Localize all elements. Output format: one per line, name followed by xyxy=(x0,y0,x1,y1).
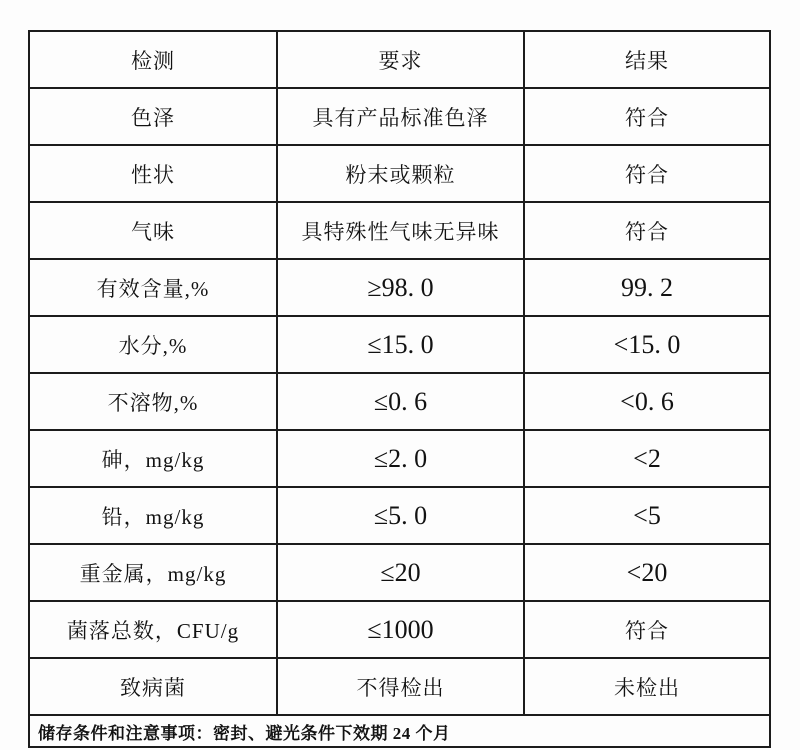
header-requirement: 要求 xyxy=(277,31,524,88)
test-item-cell: 致病菌 xyxy=(29,658,277,715)
table-row xyxy=(29,259,770,316)
header-result: 结果 xyxy=(524,31,770,88)
storage-note-row xyxy=(29,715,770,747)
result-cell: 符合 xyxy=(524,88,770,145)
test-item-cell: 气味 xyxy=(29,202,277,259)
result-cell: <2 xyxy=(524,430,770,487)
requirement-cell: ≤1000 xyxy=(277,601,524,658)
test-item-cell: 水分,% xyxy=(29,316,277,373)
result-cell: 符合 xyxy=(524,145,770,202)
test-item-cell: 铅，mg/kg xyxy=(29,487,277,544)
table-row xyxy=(29,202,770,259)
table-row xyxy=(29,658,770,715)
header-test: 检测 xyxy=(29,31,277,88)
test-item-cell: 性状 xyxy=(29,145,277,202)
storage-note: 储存条件和注意事项：密封、避光条件下效期 24 个月 xyxy=(29,715,770,747)
test-item-cell: 不溶物,% xyxy=(29,373,277,430)
table-header-row xyxy=(29,31,770,88)
requirement-cell: 粉末或颗粒 xyxy=(277,145,524,202)
result-cell: <15. 0 xyxy=(524,316,770,373)
requirement-cell: ≤15. 0 xyxy=(277,316,524,373)
requirement-cell: ≤2. 0 xyxy=(277,430,524,487)
table-row xyxy=(29,316,770,373)
table-row xyxy=(29,601,770,658)
test-item-cell: 砷，mg/kg xyxy=(29,430,277,487)
requirement-cell: ≤5. 0 xyxy=(277,487,524,544)
result-cell: 符合 xyxy=(524,202,770,259)
table-row xyxy=(29,145,770,202)
test-item-cell: 菌落总数，CFU/g xyxy=(29,601,277,658)
test-item-cell: 重金属，mg/kg xyxy=(29,544,277,601)
requirement-cell: ≥98. 0 xyxy=(277,259,524,316)
requirement-cell: 不得检出 xyxy=(277,658,524,715)
test-item-cell: 有效含量,% xyxy=(29,259,277,316)
table-row xyxy=(29,430,770,487)
qc-spec-table xyxy=(28,30,771,748)
result-cell: 符合 xyxy=(524,601,770,658)
result-cell: <0. 6 xyxy=(524,373,770,430)
result-cell: 未检出 xyxy=(524,658,770,715)
table-row xyxy=(29,373,770,430)
result-cell: 99. 2 xyxy=(524,259,770,316)
result-cell: <20 xyxy=(524,544,770,601)
requirement-cell: 具特殊性气味无异味 xyxy=(277,202,524,259)
requirement-cell: ≤20 xyxy=(277,544,524,601)
requirement-cell: ≤0. 6 xyxy=(277,373,524,430)
table-row xyxy=(29,88,770,145)
table-row xyxy=(29,487,770,544)
table-row xyxy=(29,544,770,601)
result-cell: <5 xyxy=(524,487,770,544)
requirement-cell: 具有产品标准色泽 xyxy=(277,88,524,145)
test-item-cell: 色泽 xyxy=(29,88,277,145)
